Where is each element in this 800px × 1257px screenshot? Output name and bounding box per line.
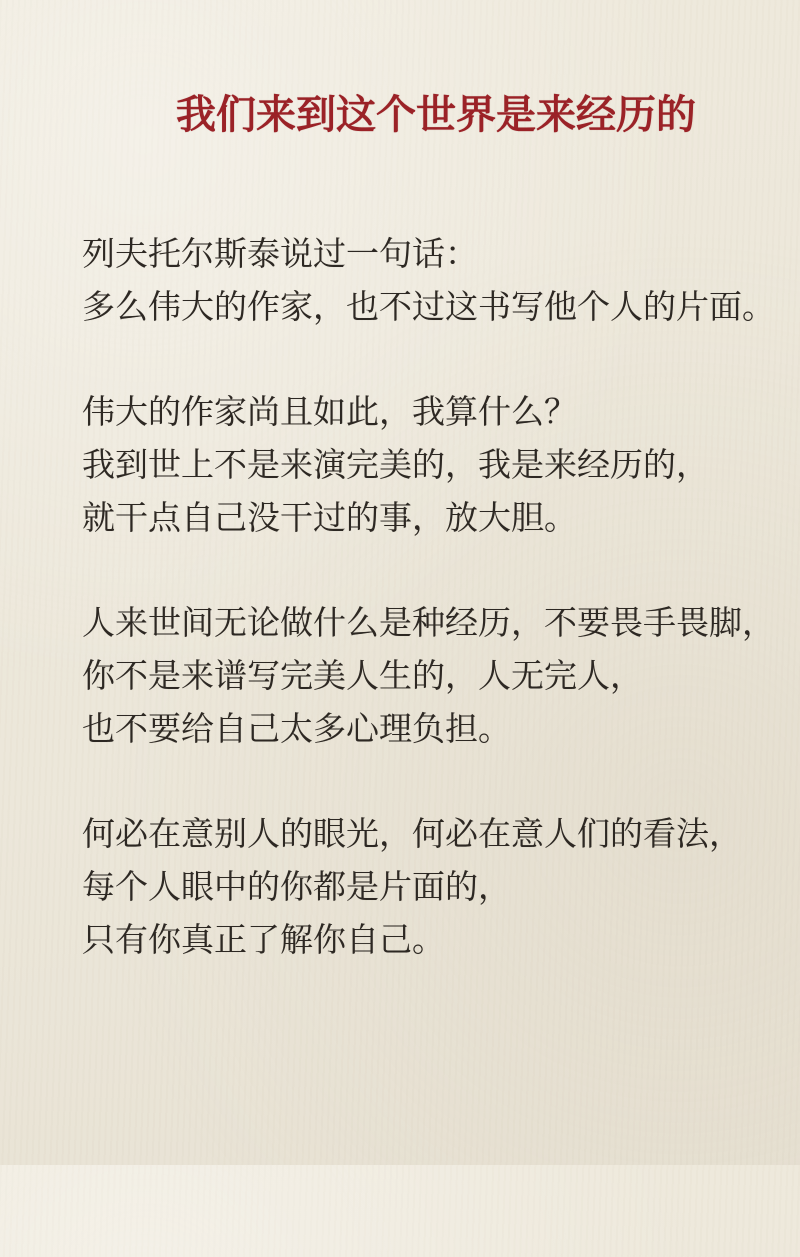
text-line: 只有你真正了解你自己。 xyxy=(82,920,445,959)
text-line: 人来世间无论做什么是种经历，不要畏手畏脚， xyxy=(82,603,775,642)
paragraph-others-opinions xyxy=(82,807,776,966)
text-line: 就干点自己没干过的事，放大胆。 xyxy=(82,498,577,537)
page-title: 我们来到这个世界是来经历的 xyxy=(176,91,696,138)
text-line: 何必在意别人的眼光，何必在意人们的看法， xyxy=(82,814,742,853)
text-line: 我到世上不是来演完美的，我是来经历的， xyxy=(82,445,709,484)
paragraph-life-experience xyxy=(82,596,776,755)
text-line: 你不是来谱写完美人生的，人无完人， xyxy=(82,656,643,695)
quote-body xyxy=(0,227,800,966)
paragraph-tolstoy-quote xyxy=(82,227,776,333)
paragraph-self-reflection xyxy=(82,385,776,544)
quote-card xyxy=(0,92,800,1257)
text-line: 多么伟大的作家，也不过这书写他个人的片面。 xyxy=(82,287,775,326)
text-line: 伟大的作家尚且如此，我算什么？ xyxy=(82,392,577,431)
text-line: 每个人眼中的你都是片面的， xyxy=(82,867,511,906)
text-line: 也不要给自己太多心理负担。 xyxy=(82,709,511,748)
text-line: 列夫托尔斯泰说过一句话： xyxy=(82,234,478,273)
